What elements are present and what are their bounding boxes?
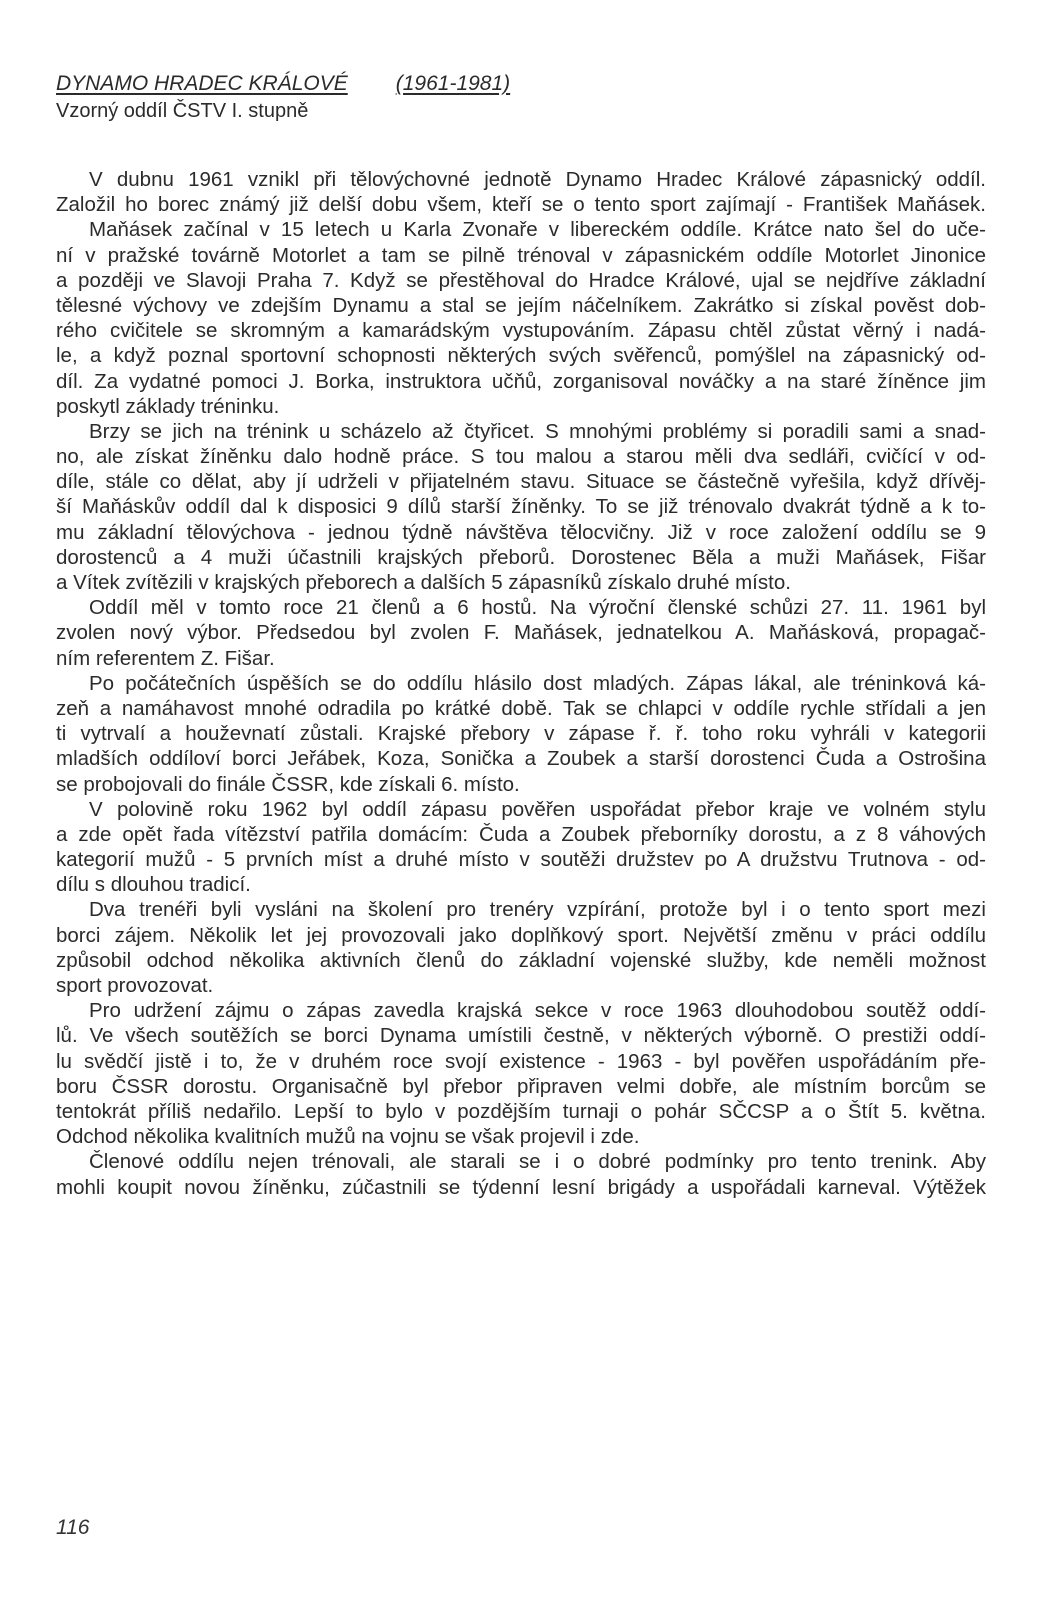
body-text xyxy=(56,167,986,1200)
text-line: poskytl základy tréninku. xyxy=(56,394,280,418)
text-line: a později ve Slavoji Praha 7. Když se přestěhoval do Hradce Králové, ujal se nejdříve základní xyxy=(56,268,986,292)
text-line: rého cvičitele se skromným a kamarádským vystupováním. Zápasu chtěl zůstat věrný i nadá- xyxy=(56,319,986,343)
text-line: mu základní tělovýchova - jednou týdně návštěva tělocvičny. Již v roce založení oddílu se 9 xyxy=(56,520,986,544)
text-line: Dva trenéři byli vysláni na školení pro trenéry vzpírání, protože byl i o tento sport mezi xyxy=(89,898,986,922)
chapter-title xyxy=(56,70,996,98)
text-line: ší Maňáskův oddíl dal k disposici 9 dílů starší žíněnky. To se již trénovalo dvakrát týdně a k to- xyxy=(56,495,986,519)
text-line: sport provozovat. xyxy=(56,974,214,997)
text-line: boru ČSSR dorostu. Organisačně byl přebor připraven velmi dobře, ale místním borcům se xyxy=(56,1074,986,1098)
text-line: Založil ho borec známý již delší dobu všem, kteří se o tento sport zajímají - František Maňásek. xyxy=(56,193,986,217)
text-line: zvolen nový výbor. Předsedou byl zvolen F. Maňásek, jednatelkou A. Maňásková, propagač- xyxy=(56,621,986,645)
club-name: DYNAMO HRADEC KRÁLOVÉ xyxy=(56,72,348,95)
text-line: zeň a namáhavost mnohé odradila po krátké době. Tak se chlapci v oddíle rychle střídali a jen xyxy=(56,696,986,720)
text-line: ti vytrvalí a houževnatí zůstali. Krajské přebory v zápase ř. ř. toho roku vyhráli v kategorii xyxy=(56,722,986,746)
chapter-subtitle: Vzorný oddíl ČSTV I. stupně xyxy=(56,100,309,122)
text-line: no, ale získat žíněnku dalo hodně práce. S tou malou a starou měli dva sedláři, cvičící v od- xyxy=(56,445,986,469)
text-line: V polovině roku 1962 byl oddíl zápasu pověřen uspořádat přebor kraje ve volném stylu xyxy=(89,797,986,821)
text-line: lů. Ve všech soutěžích se borci Dynama umístili čestně, v některých výborně. O prestiži oddí- xyxy=(56,1024,986,1048)
text-line: se probojovali do finále ČSSR, kde získali 6. místo. xyxy=(56,772,520,796)
club-years: (1961-1981) xyxy=(395,72,511,95)
text-line: díle, stále co dělat, aby jí udrželi v přijatelném stavu. Situace se částečně vyřešila, když dřívěj- xyxy=(56,470,986,494)
text-line: mohli koupit novou žíněnku, zúčastnili se týdenní lesní brigády a uspořádali karneval. Výtěžek xyxy=(56,1175,986,1199)
text-line: Po počátečních úspěších se do oddílu hlásilo dost mladých. Zápas lákal, ale tréninková ká- xyxy=(89,671,986,695)
text-line: díl. Za vydatné pomoci J. Borka, instruktora učňů, zorganisoval nováčky a na staré žíněnce jim xyxy=(56,369,986,393)
text-line: Členové oddílu nejen trénovali, ale starali se i o dobré podmínky pro tento trenink. Aby xyxy=(89,1150,986,1174)
text-line: a zde opět řada vítězství patřila domácím: Čuda a Zoubek přeborníky dorostu, a z 8 váhových xyxy=(56,822,986,846)
text-line: Oddíl měl v tomto roce 21 členů a 6 hostů. Na výroční členské schůzi 27. 11. 1961 byl xyxy=(89,596,986,620)
text-line: a Vítek zvítězili v krajských přeborech a dalších 5 zápasníků získalo druhé místo. xyxy=(56,571,791,594)
text-line: Odchod několika kvalitních mužů na vojnu se však projevil i zde. xyxy=(56,1125,640,1149)
text-line: mladších oddíloví borci Jeřábek, Koza, Sonička a Zoubek a starší dorostenci Čuda a Ostrošina xyxy=(56,747,986,771)
text-line: Maňásek začínal v 15 letech u Karla Zvonaře v libereckém oddíle. Krátce nato šel do uče- xyxy=(89,218,986,242)
text-line: tělesné výchovy ve zdejším Dynamu a stal se jejím náčelníkem. Zakrátko si získal pověst dob- xyxy=(56,293,986,317)
text-line: tentokrát příliš nedařilo. Lepší to bylo v pozdějším turnaji o pohár SČCSP a o Štít 5. května. xyxy=(56,1099,986,1123)
text-line: dílu s dlouhou tradicí. xyxy=(56,873,251,897)
text-line: le, a když poznal sportovní schopnosti některých svých svěřenců, pomýšlel na zápasnický od- xyxy=(56,344,986,368)
text-line: Pro udržení zájmu o zápas zavedla krajská sekce v roce 1963 dlouhodobou soutěž oddí- xyxy=(89,999,986,1023)
page-number: 116 xyxy=(56,1516,90,1539)
text-line: V dubnu 1961 vznikl při tělovýchovné jednotě Dynamo Hradec Králové zápasnický oddíl. xyxy=(89,168,986,191)
text-line: dorostenců a 4 muži účastnili krajských přeborů. Dorostenec Běla a muži Maňásek, Fišar xyxy=(56,545,986,569)
text-line: způsobil odchod několika aktivních členů do základní vojenské služby, kde neměli možnost xyxy=(56,948,986,972)
text-line: kategorií mužů - 5 prvních míst a druhé místo v soutěži družstev po A družstvu Trutnova - od- xyxy=(56,848,986,872)
text-line: lu svědčí jistě i to, že v druhém roce svojí existence - 1963 - byl pověřen uspořádáním pře- xyxy=(56,1049,986,1073)
chapter-header xyxy=(56,70,996,124)
text-line: Brzy se jich na trénink u scházelo až čtyřicet. S mnohými problémy si poradili sami a snad- xyxy=(89,419,986,443)
text-line: ním referentem Z. Fišar. xyxy=(56,646,275,670)
text-line: borci zájem. Několik let jej provozovali jako doplňkový sport. Největší změnu v práci oddílu xyxy=(56,923,986,947)
text-line: ní v pražské továrně Motorlet a tam se pilně trénoval v zápasnickém oddíle Motorlet Jinonice xyxy=(56,243,986,267)
